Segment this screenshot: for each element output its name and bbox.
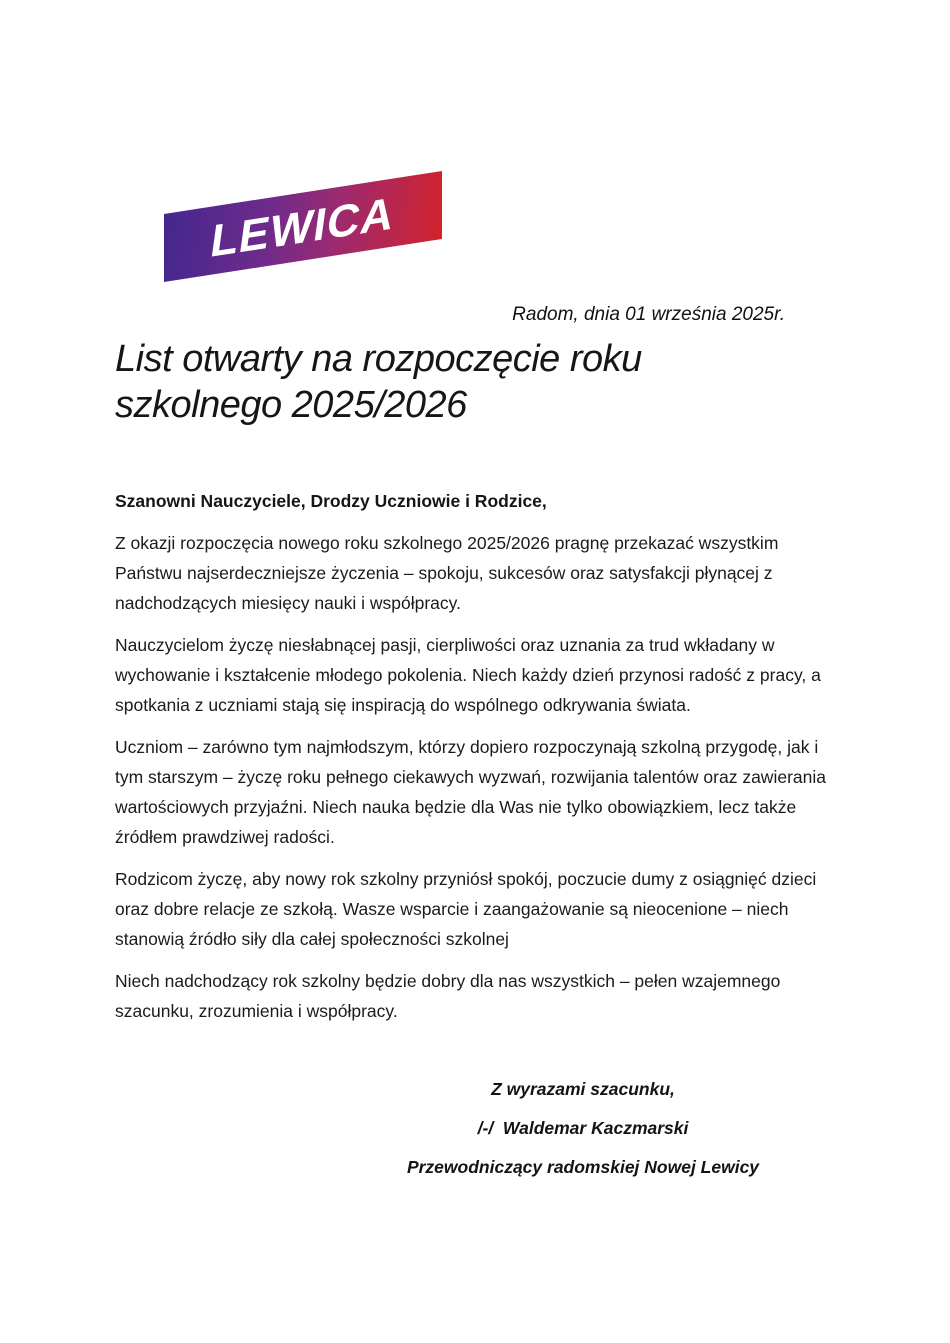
lewica-logo-text: LEWICA [207,186,399,267]
salutation: Szanowni Nauczyciele, Drodzy Uczniowie i Rodzice, [115,491,547,511]
letter-paragraph: Z okazji rozpoczęcia nowego roku szkolnego 2025/2026 pragnę przekazać wszystkim Państwu najserdeczniejsze życzenia – spokoju, sukcesów oraz satysfakcji płynącej z nadchodzących miesięcy nauki i współpracy. [115,533,779,613]
signature-closing: Z wyrazami szacunku, [491,1079,675,1099]
letter-paragraph: Uczniom – zarówno tym najmłodszym, którzy dopiero rozpoczynają szkolną przygodę, jak i tym starszym – życzę roku pełnego ciekawych wyzwań, rozwijania talentów oraz zawierania wartościowych przyjaźni. Niech nauka będzie dla Was nie tylko obowiązkiem, lecz także źródłem prawdziwej radości. [115,737,826,847]
signature-name: /-/ Waldemar Kaczmarski [477,1118,689,1138]
date-line: Radom, dnia 01 września 2025r. [512,304,785,325]
letter-paragraph: Nauczycielom życzę niesłabnącej pasji, cierpliwości oraz uznania za trud wkładany w wychowanie i kształcenie młodego pokolenia. Niech każdy dzień przynosi radość z pracy, a spotkania z uczniami stają się inspiracją do wspólnego odkrywania świata. [115,635,821,715]
letter-title: List otwarty na rozpoczęcie roku szkolnego 2025/2026 [115,338,642,426]
letter-paragraph: Rodzicom życzę, aby nowy rok szkolny przyniósł spokój, poczucie dumy z osiągnięć dzieci oraz dobre relacje ze szkołą. Wasze wsparcie i zaangażowanie są nieocenione – niech stanowią źródło siły dla całej społeczności szkolnej [115,869,817,949]
letter-paragraph: Niech nadchodzący rok szkolny będzie dobry dla nas wszystkich – pełen wzajemnego szacunku, zrozumienia i współpracy. [115,971,781,1021]
signature-role: Przewodniczący radomskiej Nowej Lewicy [406,1157,760,1177]
signature-block [363,1074,803,1182]
